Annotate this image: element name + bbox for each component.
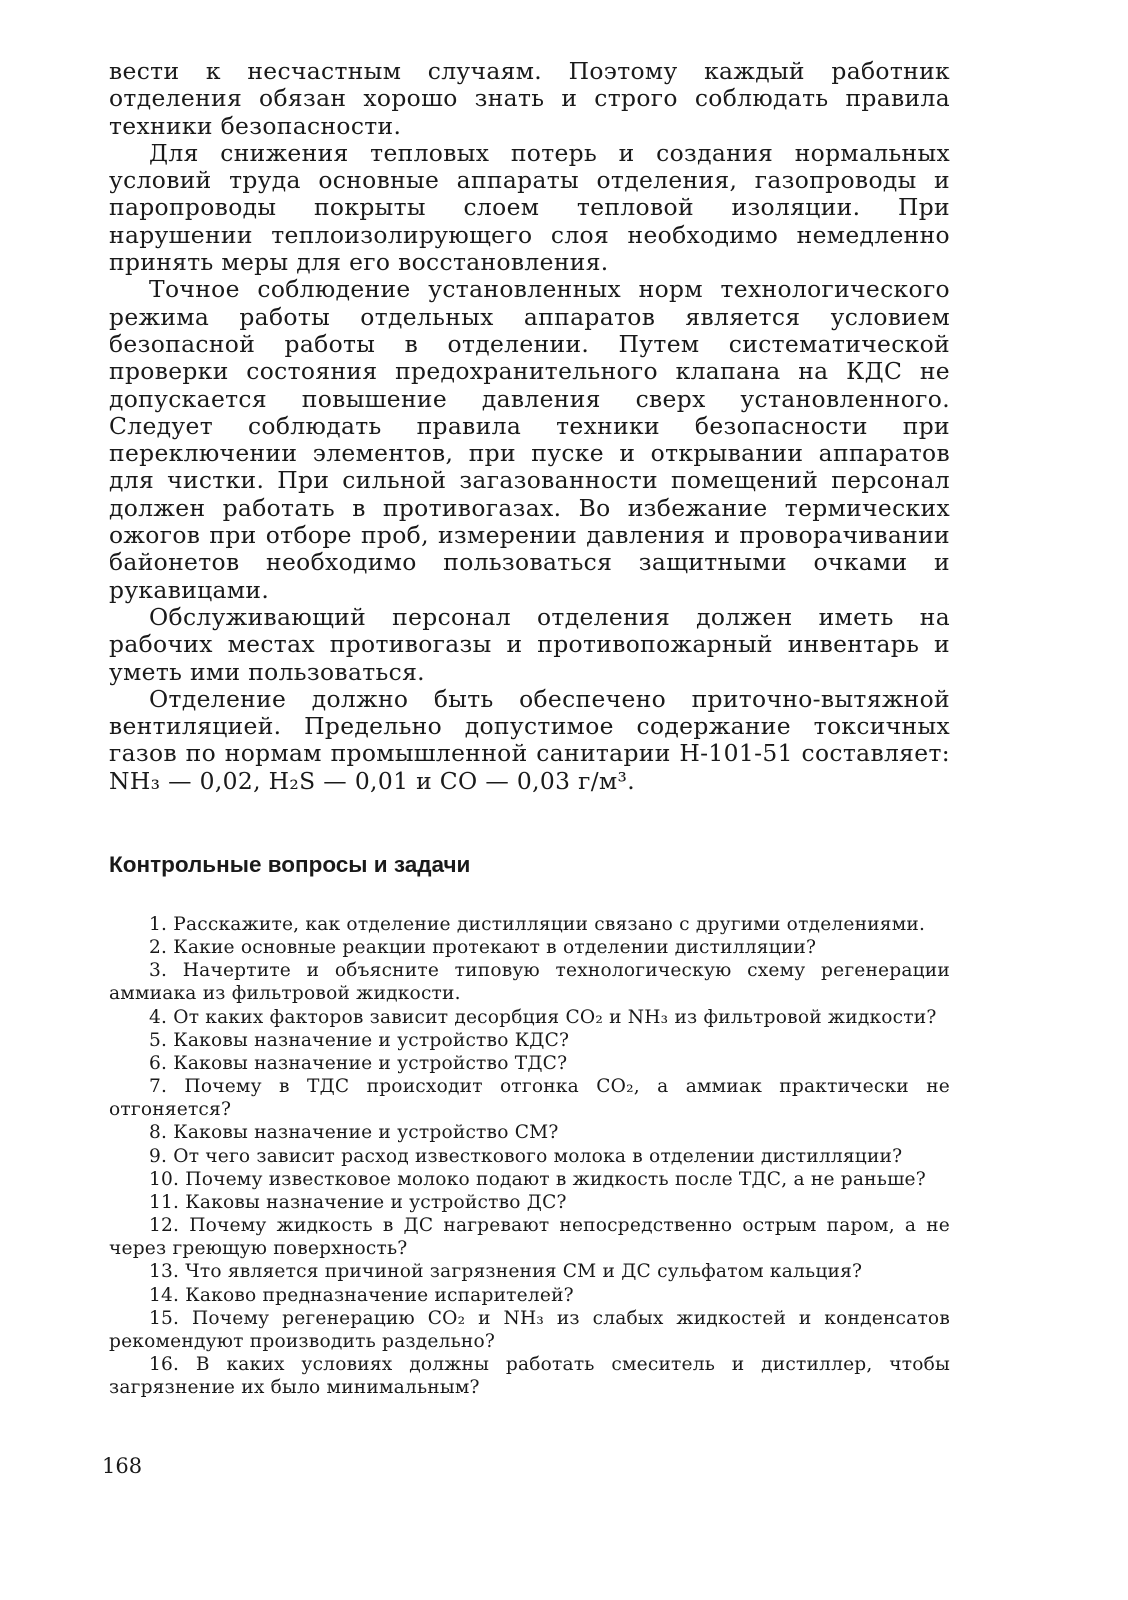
- question-item: 13. Что является причиной загрязнения СМ и ДС сульфатом кальция?: [149, 1261, 863, 1283]
- paragraph: Точное соблюдение установленных норм технологического режима работы отдельных аппаратов является условием безопасной работы в отделении. Путем систематической проверки состояния предохранительного клапана на КДС не допускается повышение давления сверх установленного. Следует соблюдать правила техники безопасности при переключении элементов, при пуске и открывании аппаратов для чистки. При сильной загазованности помещений персонал должен работать в противогазах. Во избежание термических ожогов при отборе проб, измерении давления и проворачивании байонетов необходимо пользоваться защитными очками и рукавицами.: [109, 275, 950, 604]
- question-item: 15. Почему регенерацию CO₂ и NH₃ из слабых жидкостей и конденсатов рекомендуют производить раздельно?: [109, 1307, 950, 1352]
- question-item: 4. От каких факторов зависит десорбция CO₂ и NH₃ из фильтровой жидкости?: [149, 1006, 937, 1028]
- question-item: 14. Каково предназначение испарителей?: [149, 1284, 574, 1306]
- question-item: 9. От чего зависит расход известкового молока в отделении дистилляции?: [149, 1145, 903, 1167]
- question-item: 5. Каковы назначение и устройство КДС?: [149, 1029, 570, 1051]
- question-item: 10. Почему известковое молоко подают в жидкость после ТДС, а не раньше?: [149, 1168, 926, 1190]
- question-item: 7. Почему в ТДС происходит отгонка CO₂, а аммиак практически не отгоняется?: [109, 1076, 950, 1121]
- question-item: 8. Каковы назначение и устройство СМ?: [149, 1122, 559, 1144]
- paragraph: Для снижения тепловых потерь и создания нормальных условий труда основные аппараты отделения, газопроводы и паропроводы покрыты слоем тепловой изоляции. При нарушении теплоизолирующего слоя необходимо немедленно принять меры для его восстановления.: [109, 138, 950, 277]
- paragraph: Отделение должно быть обеспечено приточно-вытяжной вентиляцией. Предельно допустимое содержание токсичных газов по нормам промышленной санитарии Н-101-51 составляет: NH₃ — 0,02, H₂S — 0,01 и CO — 0,03 г/м³.: [109, 684, 950, 795]
- questions-list: [109, 913, 950, 1399]
- paragraph: Обслуживающий персонал отделения должен иметь на рабочих местах противогазы и противопожарный инвентарь и уметь ими пользоваться.: [109, 602, 950, 686]
- question-item: 11. Каковы назначение и устройство ДС?: [149, 1191, 567, 1213]
- section-heading: Контрольные вопросы и задачи: [109, 852, 471, 877]
- question-item: 1. Расскажите, как отделение дистилляции связано с другими отделениями.: [149, 914, 926, 935]
- page-number: 168: [102, 1454, 143, 1478]
- question-item: 6. Каковы назначение и устройство ТДС?: [149, 1052, 568, 1074]
- question-item: 3. Начертите и объясните типовую технологическую схему регенерации аммиака из фильтровой жидкости.: [109, 960, 950, 1005]
- body-text: [109, 58, 950, 795]
- question-item: 2. Какие основные реакции протекают в отделении дистилляции?: [149, 937, 817, 959]
- paragraph: вести к несчастным случаям. Поэтому каждый работник отделения обязан хорошо знать и строго соблюдать правила техники безопасности.: [109, 57, 950, 140]
- question-item: 12. Почему жидкость в ДС нагревают непосредственно острым паром, а не через греющую поверхность?: [109, 1215, 950, 1260]
- question-item: 16. В каких условиях должны работать смеситель и дистиллер, чтобы загрязнение их было минимальным?: [109, 1353, 950, 1399]
